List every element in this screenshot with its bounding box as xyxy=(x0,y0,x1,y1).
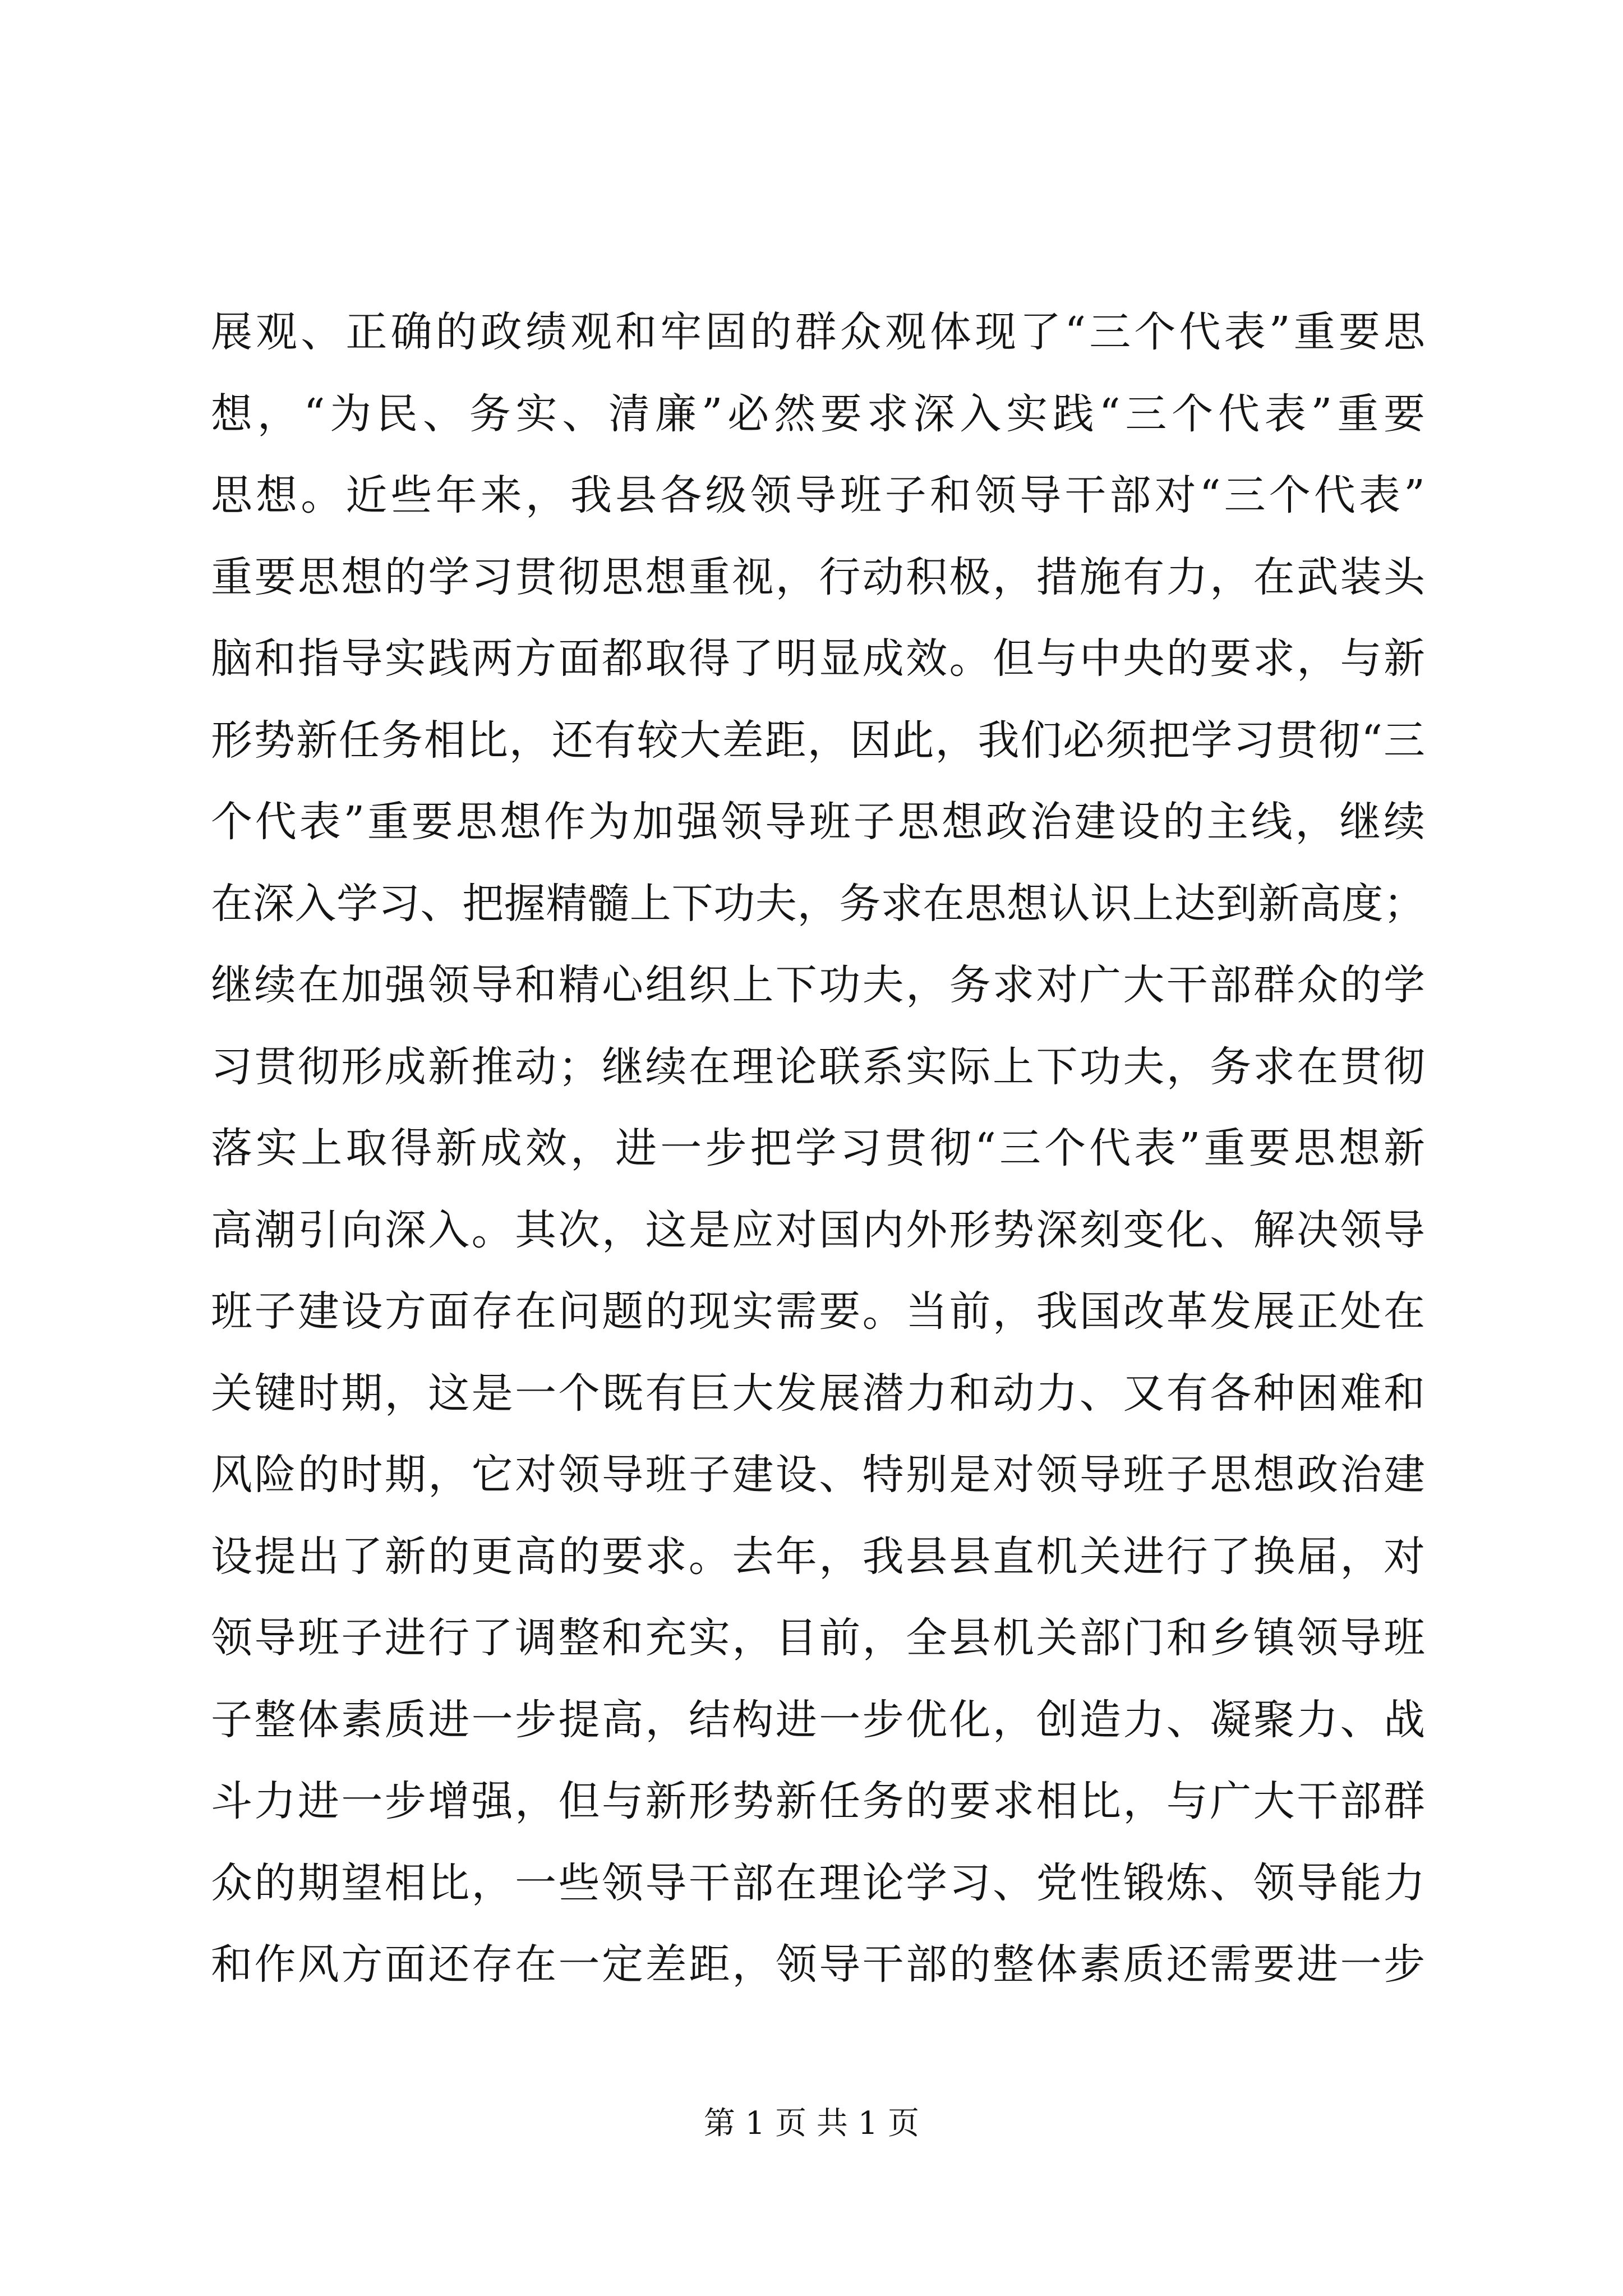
text-line: 众的期望相比，一些领导干部在理论学习、党性锻炼、领导能力 xyxy=(211,1858,1425,1907)
text-line: 领导班子进行了调整和充实，目前，全县机关部门和乡镇领导班 xyxy=(211,1614,1425,1662)
text-line: 设提出了新的更高的要求。去年，我县县直机关进行了换届，对 xyxy=(211,1532,1425,1581)
text-line: 个代表”重要思想作为加强领导班子思想政治建设的主线，继续 xyxy=(211,798,1425,846)
text-line: 形势新任务相比，还有较大差距，因此，我们必须把学习贯彻“三 xyxy=(211,716,1425,765)
text-line: 继续在加强领导和精心组织上下功夫，务求对广大干部群众的学 xyxy=(211,961,1425,1009)
document-body xyxy=(211,292,1425,2006)
text-line: 重要思想的学习贯彻思想重视，行动积极，措施有力，在武装头 xyxy=(211,553,1425,601)
text-line: 班子建设方面存在问题的现实需要。当前，我国改革发展正处在 xyxy=(211,1287,1425,1336)
text-line: 风险的时期，它对领导班子建设、特别是对领导班子思想政治建 xyxy=(211,1451,1425,1499)
text-line: 和作风方面还存在一定差距，领导干部的整体素质还需要进一步 xyxy=(211,1940,1425,1989)
text-line: 子整体素质进一步提高，结构进一步优化，创造力、凝聚力、战 xyxy=(211,1695,1425,1744)
text-line: 关键时期，这是一个既有巨大发展潜力和动力、又有各种困难和 xyxy=(211,1369,1425,1418)
text-line: 展观、正确的政绩观和牢固的群众观体现了“三个代表”重要思 xyxy=(211,308,1425,356)
text-line: 思想。近些年来，我县各级领导班子和领导干部对“三个代表” xyxy=(211,471,1425,519)
text-line: 高潮引向深入。其次，这是应对国内外形势深刻变化、解决领导 xyxy=(211,1205,1425,1254)
text-line: 脑和指导实践两方面都取得了明显成效。但与中央的要求，与新 xyxy=(211,634,1425,683)
page-footer xyxy=(0,2101,1623,2146)
page-number-label: 第 1 页 共 1 页 xyxy=(703,2105,920,2142)
text-line: 想，“为民、务实、清廉”必然要求深入实践“三个代表”重要 xyxy=(211,389,1425,438)
text-line: 斗力进一步增强，但与新形势新任务的要求相比，与广大干部群 xyxy=(211,1777,1425,1825)
text-line: 在深入学习、把握精髓上下功夫，务求在思想认识上达到新高度； xyxy=(211,879,1425,928)
text-line: 习贯彻形成新推动；继续在理论联系实际上下功夫，务求在贯彻 xyxy=(211,1042,1425,1091)
text-line: 落实上取得新成效，进一步把学习贯彻“三个代表”重要思想新 xyxy=(211,1124,1425,1172)
